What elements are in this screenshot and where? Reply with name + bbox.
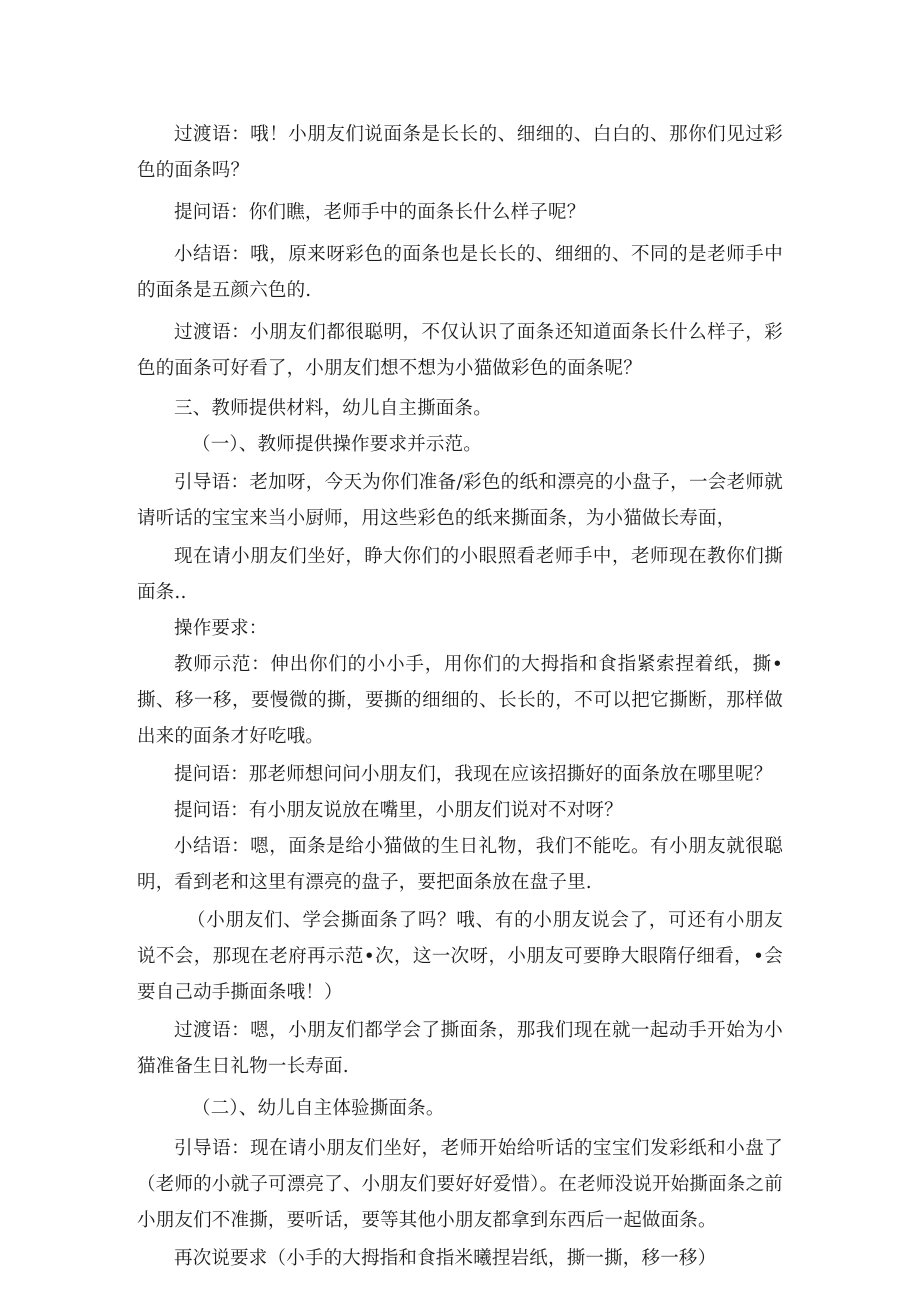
paragraph-transition-2: 过渡语：小朋友们都很聪明，不仅认识了面条还知道面条长什么样子，彩色的面条可好看了，小朋友们想不想为小猫做彩色的面条呢？ bbox=[137, 322, 783, 379]
paragraph-teacher-demo: 教师示范：伸出你们的小小手，用你们的大拇指和食指紧索捏着纸，撕•撕、移一移，要慢微的撕，要撕的细细的、长长的，不可以把它撕断，那样做出来的面条才好吃哦。 bbox=[137, 654, 783, 747]
paragraph-question-1: 提问语：你们瞧，老师手中的面条长什么样子呢？ bbox=[174, 202, 586, 223]
paragraph-question-2: 提问语：那老师想问问小朋友们，我现在应该招撕好的面条放在哪里呢？ bbox=[174, 764, 773, 785]
paragraph-transition-1: 过渡语：哦！小朋友们说面条是长长的、细细的、白白的、那你们见过彩色的面条吗？ bbox=[137, 124, 783, 181]
paragraph-sit-down: 现在请小朋友们坐好，睁大你们的小眼照看老师手中，老师现在教你们撕面条.. bbox=[137, 546, 783, 603]
subsection-heading-2: （二）、幼儿自主体验撕面条。 bbox=[192, 1098, 445, 1119]
paragraph-summary-1: 小结语：哦，原来呀彩色的面条也是长长的、细细的、不同的是老师手中的面条是五颜六色的. bbox=[137, 244, 783, 301]
paragraph-transition-3: 过渡语：嗯，小朋友们都学会了撕面条，那我们现在就一起动手开始为小猫准备生日礼物一长寿面. bbox=[137, 1020, 783, 1077]
paragraph-operation-requirements: 操作要求： bbox=[174, 618, 268, 639]
paragraph-parenthetical: （小朋友们、学会撕面条了吗？哦、有的小朋友说会了，可还有小朋友说不会，那现在老府再示范•次，这一次呀，小朋友可要睁大眼隋仔细看，•会要自己动手撕面条哦！） bbox=[137, 910, 783, 1003]
paragraph-question-3: 提问语：有小朋友说放在嘴里，小朋友们说对不对呀？ bbox=[174, 800, 623, 821]
paragraph-guide-2: 引导语：现在请小朋友们坐好，老师开始给听话的宝宝们发彩纸和小盘了（老师的小就子可漂亮了、小朋友们要好好爱惜）。在老师没说开始撕面条之前小朋友们不准撕，要听话，要等其他小朋友都拿到东西后一起做面条。 bbox=[137, 1138, 783, 1231]
document-page bbox=[137, 117, 783, 1277]
paragraph-repeat-requirements: 再次说要求（小手的大拇指和食指米曦捏岩纸，撕一撕，移一移） bbox=[174, 1248, 717, 1269]
paragraph-summary-2: 小结语：嗯，面条是给小猫做的生日礼物，我们不能吃。有小朋友就很聪明，看到老和这里有漂亮的盘子，要把面条放在盘子里. bbox=[137, 836, 783, 893]
section-heading-3: 三、教师提供材料，幼儿自主撕面条。 bbox=[174, 398, 492, 419]
subsection-heading-1: （一）、教师提供操作要求并示范。 bbox=[192, 434, 482, 455]
paragraph-guide-1: 引导语：老加呀，今天为你们准备/彩色的纸和漂亮的小盘子，一会老师就请听话的宝宝来当小厨师，用这些彩色的纸来撕面条，为小猫做长寿面， bbox=[137, 472, 783, 529]
